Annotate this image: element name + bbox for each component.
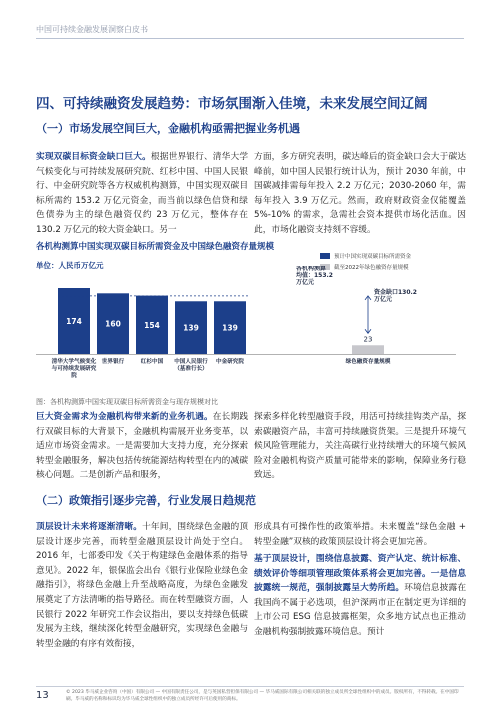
average-annotation (296, 266, 333, 286)
category-label-line: 中国人民银行 (174, 359, 208, 365)
paragraph-3-rest: 环境信息披露在我国尚不属于必选项，但沪深两市正在制定更为详细的上市公司 ESG 信息披露框架，众多地方试点也正推动金融机构强制披露环境信息。预计 (254, 583, 467, 637)
paragraph-3-right-bottom (254, 552, 466, 640)
average-annotation-line: 各机构测算 (296, 266, 327, 272)
category-label-4 (216, 357, 244, 365)
section-title: 四、可持续融资发展趋势：市场氛围渐入佳境，未来发展空间辽阔 (36, 96, 428, 112)
category-label-2 (141, 357, 164, 365)
category-label-0 (52, 357, 97, 379)
chart-unit: 单位：人民币万亿元 (36, 261, 104, 270)
header-divider (36, 38, 464, 39)
legend-label-demand: 预计中国实现双碳目标所需资金 (334, 254, 412, 260)
bar-value-label-1: 160 (105, 319, 121, 329)
category-label-line: 中金研究院 (216, 359, 244, 365)
legend-swatch-demand (320, 253, 330, 259)
paragraph-1-right: 方面，多方研究表明，碳达峰后的资金缺口会大于碳达峰前，如中国人民银行统计认为，预计 2030 年前，中国碳减排需每年投入 2.2 万亿元；2030-2060 年，需每年投入 3.9 万亿元。然而，政府财政资金仅能覆盖 5%-10% 的需求，急需社会资本提供市场化活血。因此，市场化融资支持刻不容缓。 (254, 152, 466, 235)
chart-source: 图：各机构测算中国实现双碳目标所需资金与现存规模对比 (36, 398, 218, 406)
paragraph-2-right: 探索多样化转型融资手段，用活可持续挂钩类产品，探索碳融资产品，丰富可持续融资货架。三是提升环境气候风险管理能力，关注高碳行业持续增大的环境气候风险对金融机构资产质量可能带来的影响，保障业务行稳致远。 (254, 412, 466, 481)
bar-chart (36, 266, 466, 394)
category-label-line: （基准行长） (174, 366, 208, 372)
paragraph-3-lead: 顶层设计未来将逐渐清晰。 (36, 522, 143, 532)
page-number: 13 (36, 690, 49, 701)
footer-divider (36, 686, 464, 687)
legend-item-demand (320, 252, 411, 260)
paragraph-3-body: 十年间，围绕绿色金融的顶层设计逐步完善，而转型金融顶层设计尚处于空白。2016 年，七部委印发《关于构建绿色金融体系的指导意见》。2022 年，银保监会出台《银行业保险业绿色金融指引》，将绿色金融上升至战略高度，为绿色金融发展奠定了方法清晰的指导路径。而在转型融资方面，人民银行 2022 年研究工作会议指出，要以支持绿色低碳发展为主线，继续深化转型金融研究，实现绿色金融与转型金融的有序有效衔接， (36, 522, 249, 649)
paragraph-1-lead: 实现双碳目标资金缺口巨大。 (36, 152, 151, 162)
average-annotation-line: 万亿元 (296, 279, 315, 286)
chart-title: 各机构测算中国实现双碳目标所需资金及中国绿色融资存量规模 (36, 242, 275, 252)
category-label-line: 红杉中国 (140, 359, 164, 365)
bar-value-label-5: 23 (363, 335, 373, 344)
paragraph-1-left (36, 150, 248, 238)
bar-value-label-2: 154 (144, 320, 160, 330)
paragraph-2-lead: 巨大资金需求为金融机构带来新的业务机遇。 (36, 412, 213, 422)
category-label-line: 世界银行 (101, 359, 125, 365)
legend-label-green: 截至2022年绿色融资存量规模 (334, 265, 409, 271)
paragraph-1-body: 根据世界银行、清华大学气候变化与可持续发展研究院、红杉中国、中国人民银行、中金研究院等各方权威机构测算，中国实现双碳目标所需约 153.2 万亿元资金，而当前以绿色信贷和绿色债券为主的绿色融资仅约 23 万亿元，整体存在 130.2 万亿元的较大资金缺口。另一 (36, 152, 249, 235)
paragraph-3-highlight: 基于顶层设计，围绕信息披露、资产认定、统计标准、绩效评价等细项管理政策体系将会更加完善。一是信息披露统一规范，强制披露呈大势所趋。 (254, 554, 466, 594)
average-annotation-line: 均值：153.2 (296, 272, 333, 279)
paragraph-3-left (36, 520, 248, 651)
bar-value-label-4: 139 (222, 323, 238, 333)
bar-value-label-3: 139 (183, 323, 199, 333)
category-label-5 (345, 357, 391, 365)
gap-annotation-line: 万亿元 (374, 296, 393, 303)
gap-annotation-line: 资金缺口130.2 (374, 289, 417, 296)
document-header: 中国可持续金融发展洞察白皮书 (36, 25, 148, 34)
category-label-1 (102, 357, 125, 365)
paragraph-2-body: 在长期践行双碳目标的大背景下，金融机构需展开业务变革，以适应市场资金需求。一是需要加大支持力度，充分探索转型金融服务，解决包括传统能源结构转型在内的减碳核心问题。二是创新产品和服务， (36, 412, 249, 481)
subsection-title-1: （一）市场发展空间巨大，金融机构亟需把握业务机遇 (36, 122, 300, 135)
category-label-line: 院 (71, 373, 77, 379)
subsection-title-2: （二）政策指引逐步完善，行业发展日趋规范 (36, 494, 256, 507)
category-label-line: 与可持续发展研究 (51, 366, 97, 372)
category-label-line: 绿色融资存量规模 (345, 359, 391, 365)
category-label-line: 清华大学气候变化 (51, 359, 97, 365)
bar-value-label-0: 174 (66, 317, 82, 326)
paragraph-2-left (36, 410, 248, 483)
category-label-3 (174, 357, 208, 372)
gap-annotation (374, 288, 417, 303)
copyright-notice: © 2023 毕马威企业咨询（中国）有限公司 — 中国有限责任公司，是与英国私营担保有限公司 — 毕马威国际有限公司相关联的独立成员所全球性组织中的成员。版权所有，不得转载。在中国印刷。毕马威的名称和标识均为毕马威全球性组织中的独立成员所经许可后使用的商标。 (66, 690, 459, 702)
bar-5 (352, 345, 384, 354)
paragraph-3-right-top: 形成具有可操作性的政策举措。未来覆盖“绿色金融 + 转型金融”双核的政策顶层设计将会更加完善。 (254, 522, 466, 547)
